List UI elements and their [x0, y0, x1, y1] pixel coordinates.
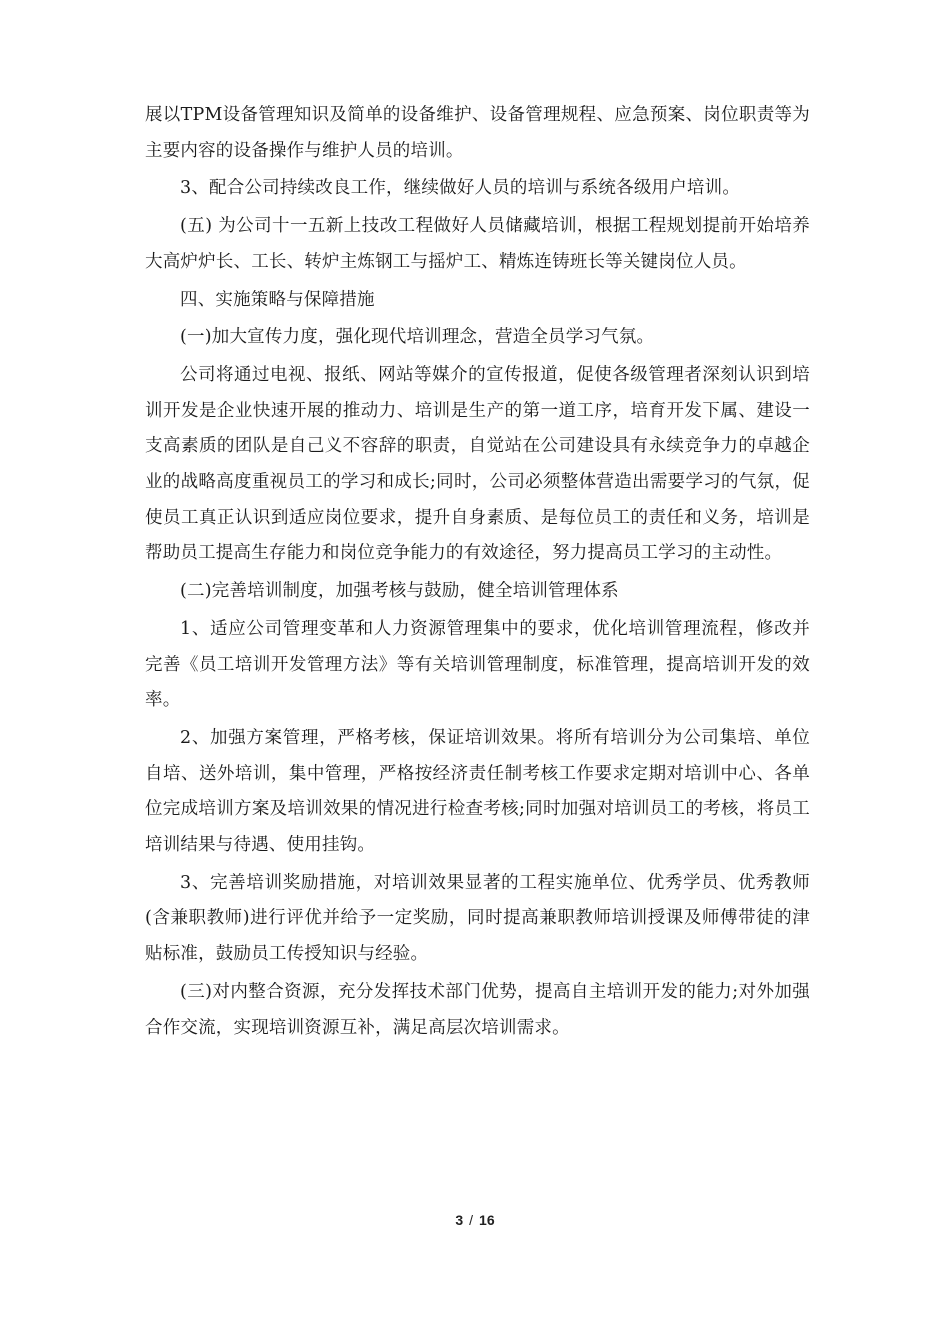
paragraph-9: 2、加强方案管理，严格考核，保证培训效果。将所有培训分为公司集培、单位自培、送外培训，集中管理，严格按经济责任制考核工作要求定期对培训中心、各单位完成培训方案及培训效果的情况进行检查考核;同时加强对培训员工的考核，将员工培训结果与待遇、使用挂钩。: [145, 727, 810, 856]
section-heading-4: 四、实施策略与保障措施: [180, 289, 375, 310]
paragraph-8: 1、适应公司管理变革和人力资源管理集中的要求，优化培训管理流程，修改并完善《员工培训开发管理方法》等有关培训管理制度，标准管理，提高培训开发的效率。: [145, 618, 810, 711]
subsection-heading-3: (三)对内整合资源，充分发挥技术部门优势，提高自主培训开发的能力;对外加强合作交流，实现培训资源互补，满足高层次培训需求。: [145, 981, 810, 1038]
page-number: [0, 1212, 950, 1228]
total-page-count: 16: [479, 1212, 495, 1228]
paragraph-3: (五) 为公司十一五新上技改工程做好人员储藏培训，根据工程规划提前开始培养大高炉炉长、工长、转炉主炼钢工与摇炉工、精炼连铸班长等关键岗位人员。: [145, 216, 810, 272]
document-body: [145, 98, 810, 1048]
paragraph-2: 3、配合公司持续改良工作，继续做好人员的培训与系统各级用户培训。: [180, 178, 741, 199]
subsection-heading-2: (二)完善培训制度，加强考核与鼓励，健全培训管理体系: [180, 581, 619, 602]
current-page-number: 3: [455, 1212, 464, 1228]
page-separator: /: [469, 1212, 474, 1228]
paragraph-10: 3、完善培训奖励措施，对培训效果显著的工程实施单位、优秀学员、优秀教师(含兼职教师)进行评优并给予一定奖励，同时提高兼职教师培训授课及师傅带徒的津贴标准，鼓励员工传授知识与经验。: [145, 872, 810, 965]
paragraph-6: 公司将通过电视、报纸、网站等媒介的宣传报道，促使各级管理者深刻认识到培训开发是企业快速开展的推动力、培训是生产的第一道工序，培育开发下属、建设一支高素质的团队是自己义不容辞的职责，自觉站在公司建设具有永续竞争力的卓越企业的战略高度重视员工的学习和成长;同时，公司必须整体营造出需要学习的气氛，促使员工真正认识到适应岗位要求，提升自身素质、是每位员工的责任和义务，培训是帮助员工提高生存能力和岗位竞争能力的有效途径，努力提高员工学习的主动性。: [145, 364, 810, 564]
paragraph-1: 展以TPM设备管理知识及简单的设备维护、设备管理规程、应急预案、岗位职责等为主要内容的设备操作与维护人员的培训。: [145, 105, 810, 161]
subsection-heading-1: (一)加大宣传力度，强化现代培训理念，营造全员学习气氛。: [180, 327, 655, 348]
